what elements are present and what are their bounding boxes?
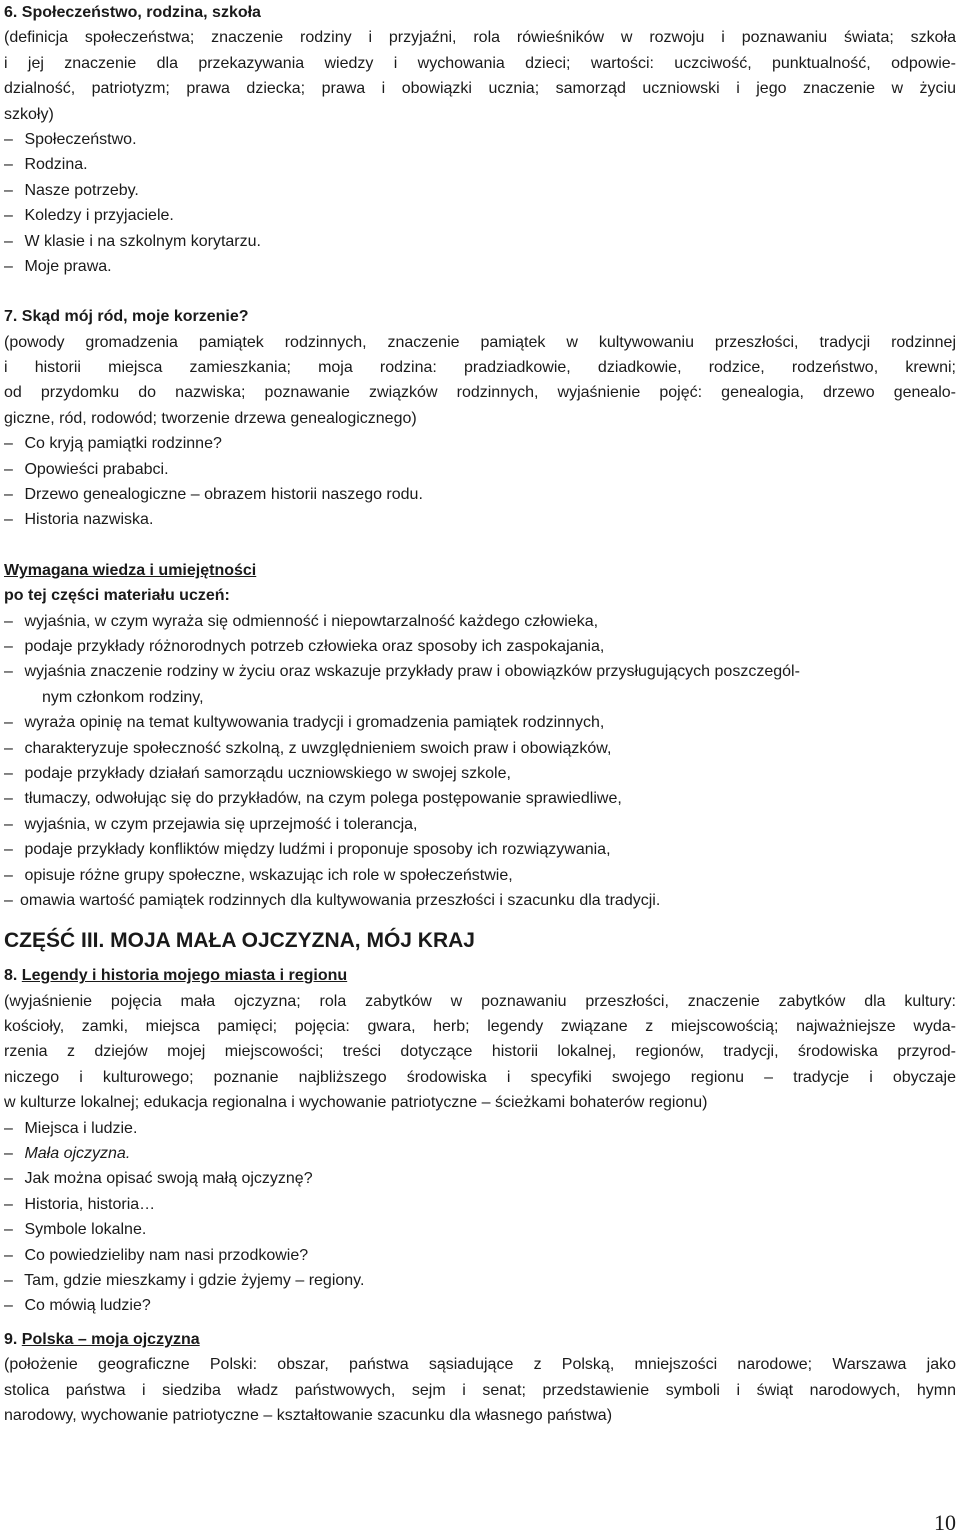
topic-item: – Koledzy i przyjaciele. xyxy=(4,203,956,228)
requirement-item: – wyjaśnia, w czym przejawia się uprzejmość i tolerancja, xyxy=(4,812,956,837)
requirement-item: – tłumaczy, odwołując się do przykładów, na czym polega postępowanie sprawiedliwe, xyxy=(4,786,956,811)
topic-item: – Tam, gdzie mieszkamy i gdzie żyjemy – regiony. xyxy=(4,1268,956,1293)
requirement-item: – wyjaśnia, w czym wyraża się odmienność i niepowtarzalność każdego człowieka, xyxy=(4,609,956,634)
requirements-subheading: po tej części materiału uczeń: xyxy=(4,587,230,605)
section-8-desc-line: w kulturze lokalnej; edukacja regionalna i wychowanie patriotyczne – ścieżkami bohaterów regionu) xyxy=(4,1094,708,1112)
requirement-item: – podaje przykłady konfliktów między ludźmi i proponuje sposoby ich rozwiązywania, xyxy=(4,837,956,862)
requirement-item: – charakteryzuje społeczność szkolną, z uwzględnieniem swoich praw i obowiązków, xyxy=(4,736,956,761)
topic-item: – Nasze potrzeby. xyxy=(4,178,956,203)
section-7-desc-line: i historii miejsca zamieszkania; moja rodzina: pradziadkowie, dziadkowie, rodzice, rodzeństwo, krewni; xyxy=(4,359,956,377)
topic-item: – Co powiedzieliby nam nasi przodkowie? xyxy=(4,1243,956,1268)
section-9-desc-line: narodowy, wychowanie patriotyczne – kształtowanie szacunku dla własnego państwa) xyxy=(4,1406,613,1424)
requirement-item: – wyjaśnia znaczenie rodziny w życiu oraz wskazuje przykłady praw i obowiązków przysługujących poszczegól- xyxy=(4,659,956,684)
topic-item: – Co kryją pamiątki rodzinne? xyxy=(4,431,956,456)
requirement-item: – podaje przykłady różnorodnych potrzeb człowieka oraz sposoby ich zaspokajania, xyxy=(4,634,956,659)
section-8-desc-line: rzenia z dziejów mojej miejscowości; treści dotyczące historii lokalnej, regionów, tradycji, środowiska przyrod- xyxy=(4,1043,956,1061)
topic-item: – Co mówią ludzie? xyxy=(4,1293,956,1318)
section-6-desc-line: (definicja społeczeństwa; znaczenie rodziny i przyjaźni, rola rówieśników w rozwoju i poznawaniu świata; szkoła xyxy=(4,29,956,47)
section-6-desc-line: szkoły) xyxy=(4,105,54,123)
topic-item: – Miejsca i ludzie. xyxy=(4,1116,956,1141)
topic-item: – Historia nazwiska. xyxy=(4,507,956,532)
section-8-desc-line: niczego i kulturowego; poznanie najbliższego środowiska i specyfiki swojego regionu – tradycje i obyczaje xyxy=(4,1068,956,1086)
section-6-desc-line: i jej znaczenie dla przekazywania wiedzy i wychowania dzieci; wartości: uczciwość, punktualność, odpowie- xyxy=(4,54,956,72)
requirements-heading: Wymagana wiedza i umiejętności xyxy=(4,561,257,579)
topic-item: – Rodzina. xyxy=(4,152,956,177)
requirement-item: – opisuje różne grupy społeczne, wskazując ich role w społeczeństwie, xyxy=(4,863,956,888)
section-6-title: 6. Społeczeństwo, rodzina, szkoła xyxy=(4,4,261,21)
section-9-title: 9. Polska – moja ojczyzna xyxy=(4,1330,200,1348)
topic-item: – Historia, historia… xyxy=(4,1192,956,1217)
requirement-item: – wyraża opinię na temat kultywowania tradycji i gromadzenia pamiątek rodzinnych, xyxy=(4,710,956,735)
section-6-desc-line: dzialność, patriotyzm; prawa dziecka; prawa i obowiązki ucznia; samorząd uczniowski i jego znaczenie w życiu xyxy=(4,80,956,98)
topic-item: – W klasie i na szkolnym korytarzu. xyxy=(4,229,956,254)
requirement-item-continuation: nym członkom rodziny, xyxy=(42,688,204,706)
section-7-desc-line: giczne, ród, rodowód; tworzenie drzewa genealogicznego) xyxy=(4,409,417,427)
part-3-title: CZĘŚĆ III. MOJA MAŁA OJCZYZNA, MÓJ KRAJ xyxy=(4,929,475,953)
page-number: 10 xyxy=(934,1510,956,1535)
section-7-desc-line: (powody gromadzenia pamiątek rodzinnych, znaczenie pamiątek w kultywowaniu przeszłości, tradycji rodzinnej xyxy=(4,333,956,351)
section-9-desc-line: (położenie geograficzne Polski: obszar, państwa sąsiadujące z Polską, mniejszości narodowe; Warszawa jako xyxy=(4,1356,956,1374)
requirement-item: –omawia wartość pamiątek rodzinnych dla kultywowania przeszłości i szacunku dla tradycji. xyxy=(4,888,956,913)
section-7-title: 7. Skąd mój ród, moje korzenie? xyxy=(4,308,249,326)
section-9-desc-line: stolica państwa i siedziba władz państwowych, sejm i senat; przedstawienie symboli i świąt narodowych, hymn xyxy=(4,1381,956,1399)
section-8-desc-line: kościoły, zamki, miejsca pamięci; pojęcia: gwara, herb; legendy związane z miejscowością; najważniejsze wyda- xyxy=(4,1018,956,1036)
section-7-desc-line: od przydomku do nazwiska; poznawanie związków rodzinnych, wyjaśnienie pojęć: genealogia, drzewo genealo- xyxy=(4,384,956,402)
section-8-title: 8. Legendy i historia mojego miasta i regionu xyxy=(4,967,348,985)
document-page xyxy=(4,0,956,1428)
topic-item: – Mała ojczyzna. xyxy=(4,1141,956,1166)
topic-item: – Społeczeństwo. xyxy=(4,127,956,152)
topic-item: – Symbole lokalne. xyxy=(4,1217,956,1242)
requirement-item: – podaje przykłady działań samorządu uczniowskiego w swojej szkole, xyxy=(4,761,956,786)
topic-item: – Opowieści prababci. xyxy=(4,457,956,482)
topic-item: – Moje prawa. xyxy=(4,254,956,279)
topic-item: – Jak można opisać swoją małą ojczyznę? xyxy=(4,1166,956,1191)
topic-item: – Drzewo genealogiczne – obrazem historii naszego rodu. xyxy=(4,482,956,507)
section-8-desc-line: (wyjaśnienie pojęcia mała ojczyzna; rola zabytków w poznawaniu przeszłości, znaczenie zabytków dla kultury: xyxy=(4,992,956,1010)
